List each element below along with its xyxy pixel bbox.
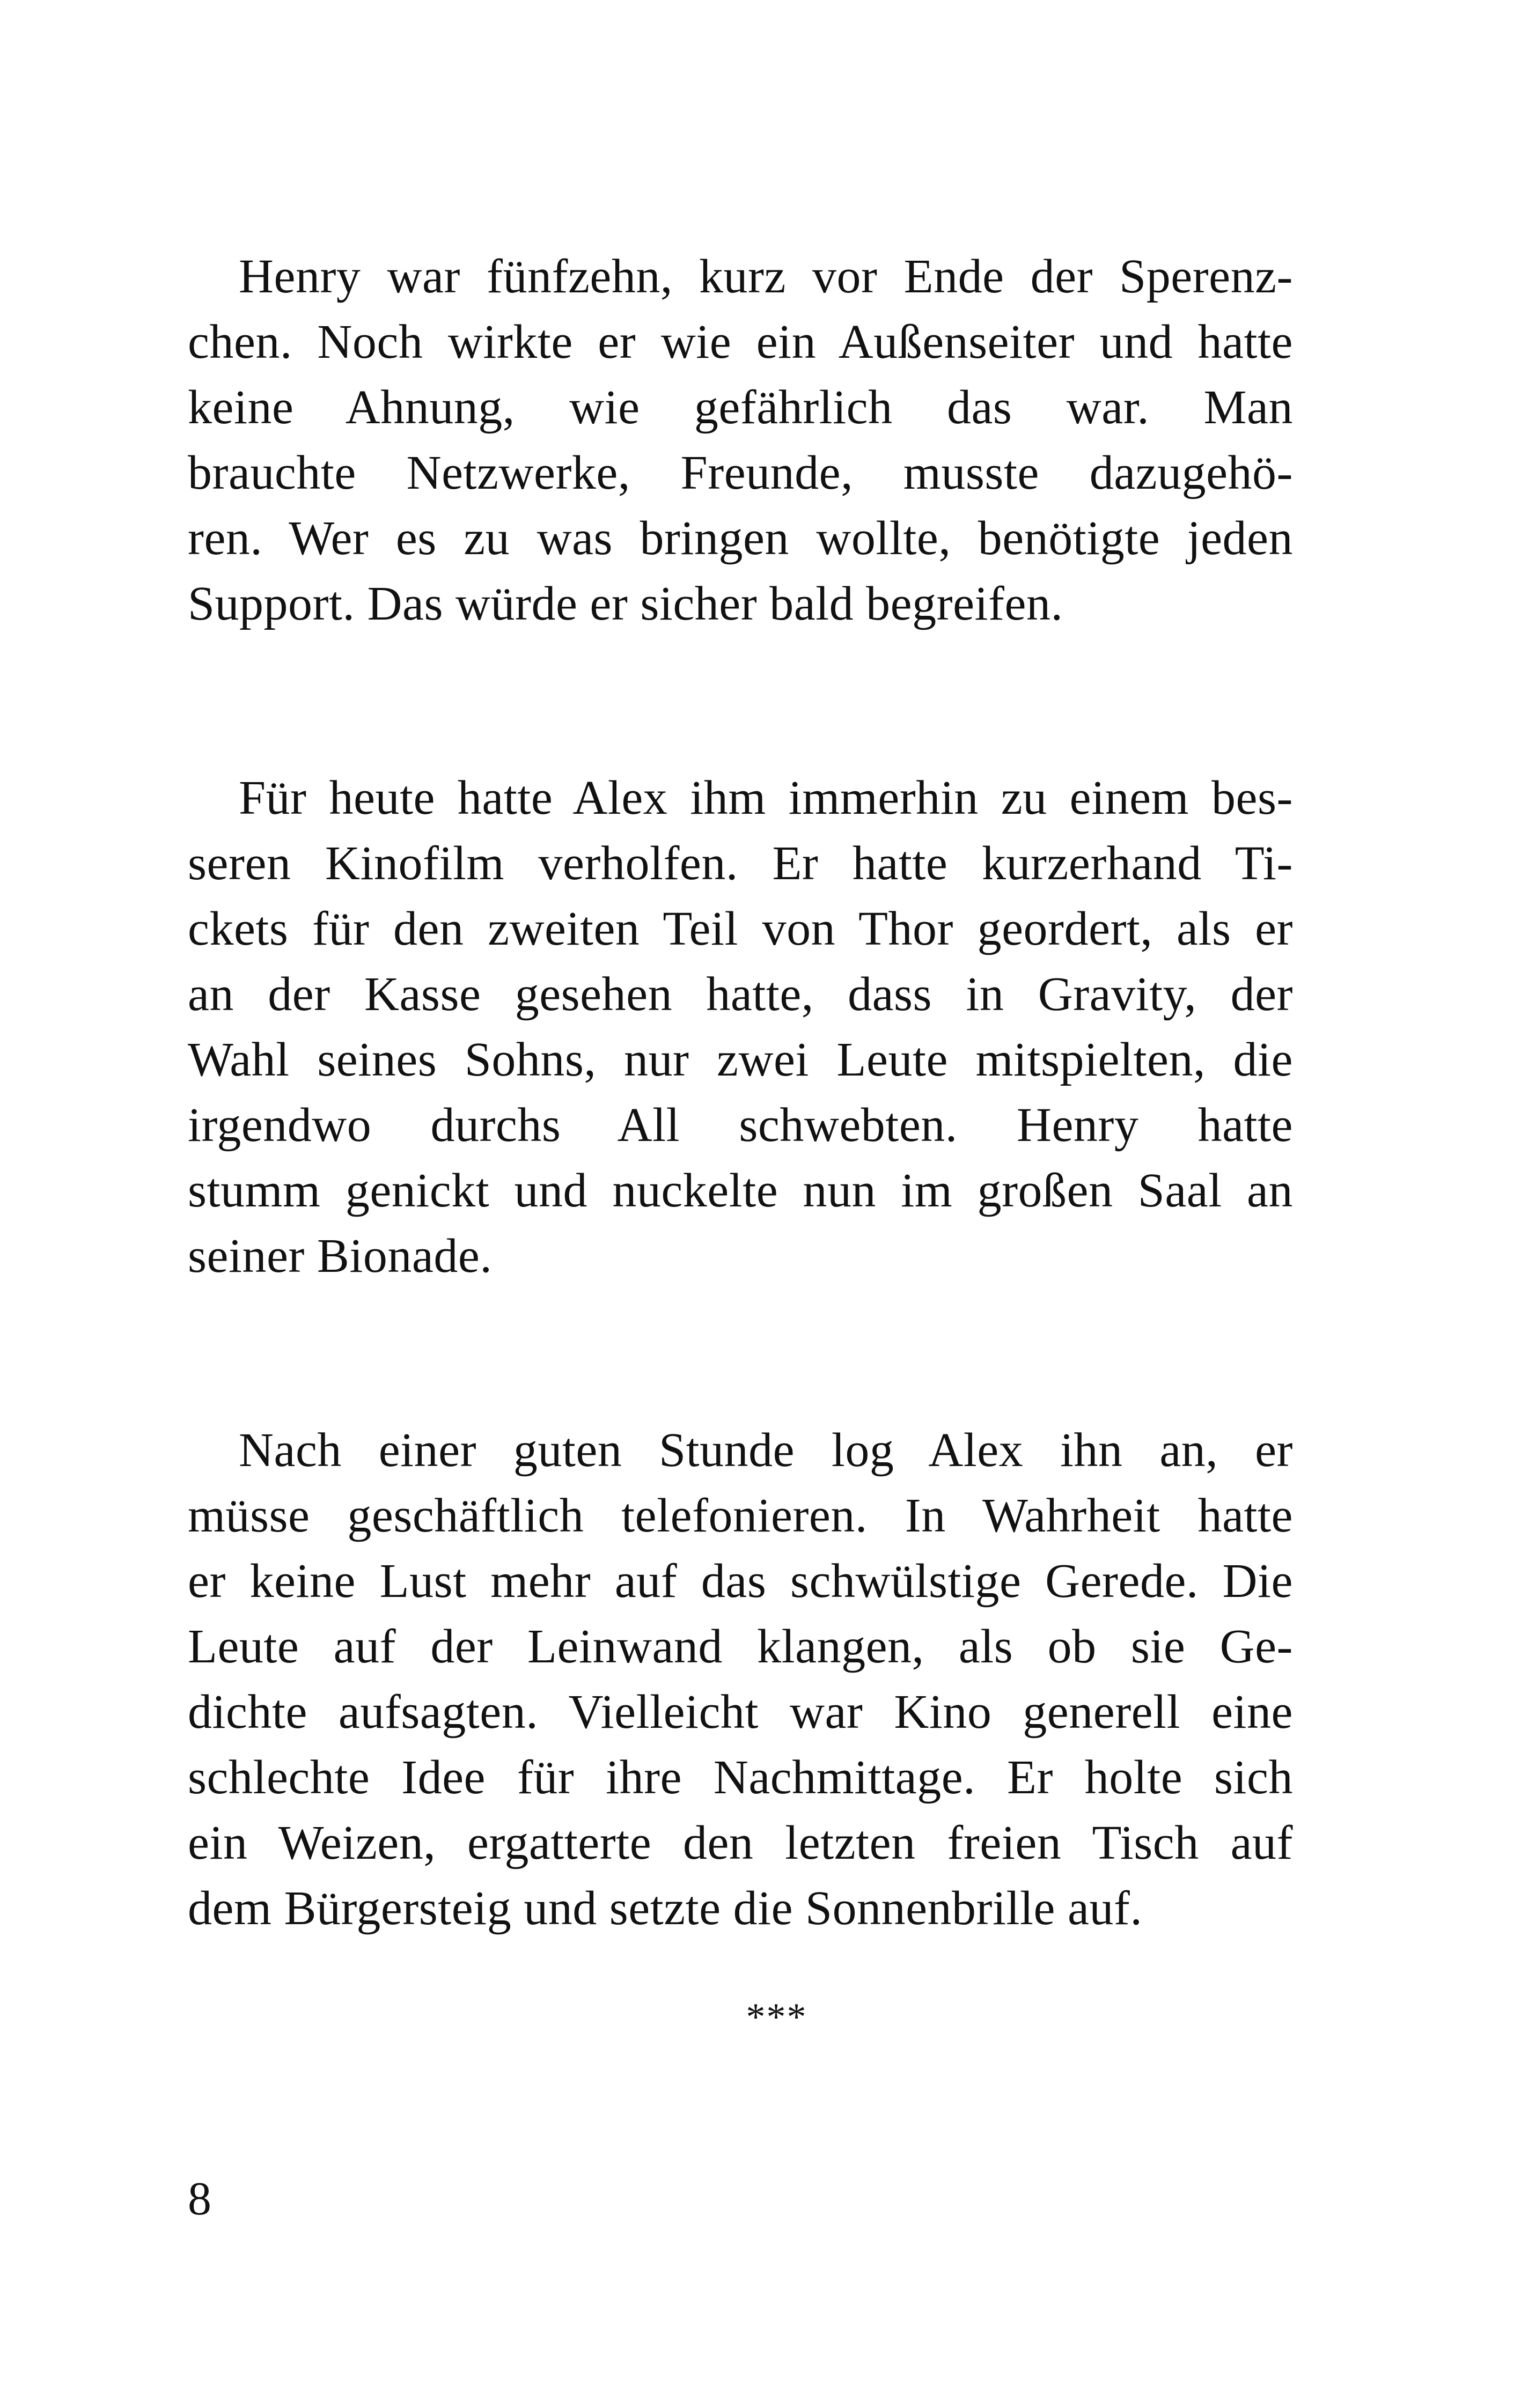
text-line: Für heute hatte Alex ihm immerhin zu einem bes- [239, 771, 1293, 824]
text-line: müsse geschäftlich telefonieren. In Wahrheit hatte [188, 1489, 1293, 1542]
paragraph-2 [188, 765, 1293, 1289]
text-line: ckets für den zweiten Teil von Thor geordert, als er [188, 902, 1293, 955]
text-line: stumm genickt und nuckelte nun im großen Saal an [188, 1164, 1293, 1217]
text-line: chen. Noch wirkte er wie ein Außenseiter und hatte [188, 315, 1293, 369]
text-line: Leute auf der Leinwand klangen, als ob sie Ge- [188, 1620, 1293, 1673]
text-line: schlechte Idee für ihre Nachmittage. Er holte sich [188, 1751, 1293, 1804]
paragraph-3 [188, 1418, 1293, 1941]
text-line: Henry war fünfzehn, kurz vor Ende der Sperenz- [239, 250, 1293, 303]
page-number: 8 [188, 2173, 211, 2225]
text-line: Wahl seines Sohns, nur zwei Leute mitspielten, die [188, 1033, 1293, 1086]
text-line: an der Kasse gesehen hatte, dass in Gravity, der [188, 968, 1293, 1021]
text-line: seren Kinofilm verholfen. Er hatte kurzerhand Ti- [188, 837, 1293, 890]
text-line: ein Weizen, ergatterte den letzten freien Tisch auf [188, 1816, 1293, 1869]
paragraph-1 [188, 244, 1293, 637]
text-line: Nach einer guten Stunde log Alex ihn an, er [239, 1424, 1293, 1477]
text-line: irgendwo durchs All schwebten. Henry hatte [188, 1099, 1293, 1152]
text-line: dem Bürgersteig und setzte die Sonnenbrille auf. [188, 1882, 1143, 1935]
body-text [188, 244, 1293, 2070]
text-line: ren. Wer es zu was bringen wollte, benötigte jeden [188, 512, 1293, 565]
text-line: er keine Lust mehr auf das schwülstige Gerede. Die [188, 1555, 1293, 1608]
section-separator: *** [746, 1995, 807, 2038]
text-line: dichte aufsagten. Vielleicht war Kino generell eine [188, 1685, 1293, 1739]
text-line: Support. Das würde er sicher bald begreifen. [188, 577, 1063, 630]
text-line: keine Ahnung, wie gefährlich das war. Man [188, 381, 1293, 434]
text-line: seiner Bionade. [188, 1229, 493, 1283]
text-line: brauchte Netzwerke, Freunde, musste dazugehö- [188, 446, 1293, 499]
